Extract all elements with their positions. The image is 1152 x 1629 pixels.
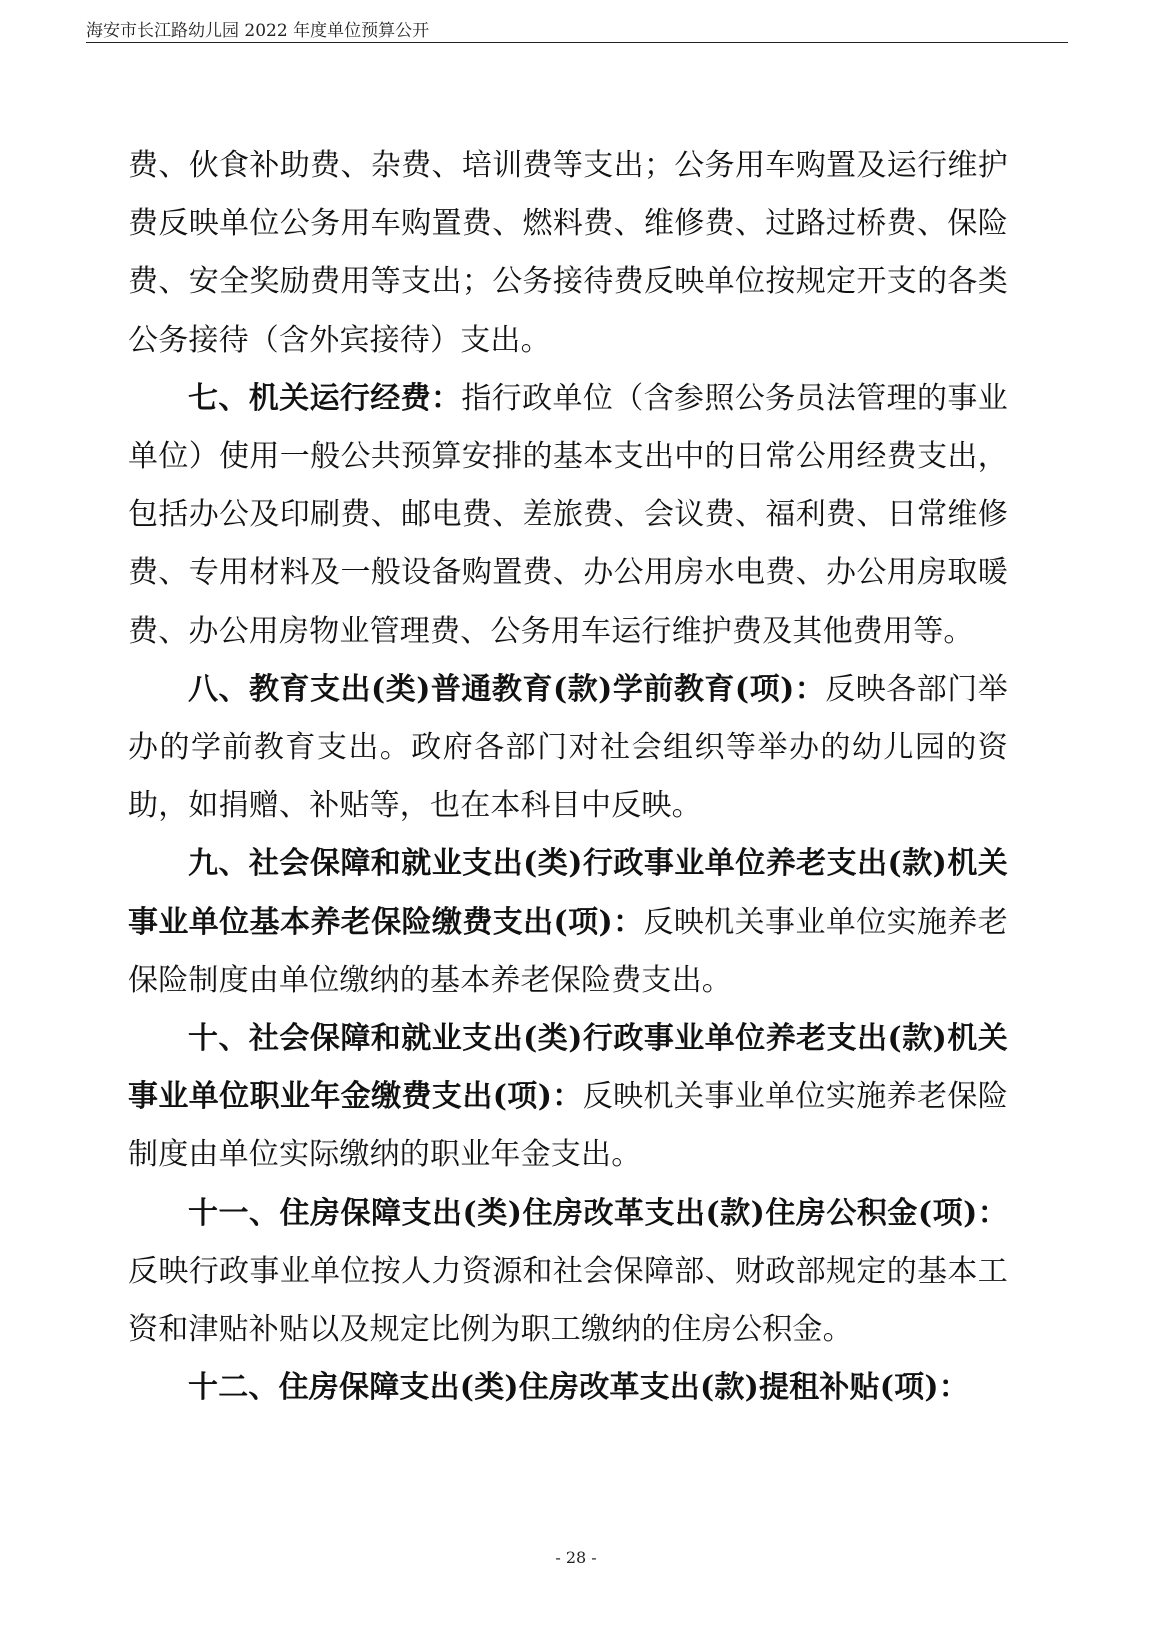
paragraph-text: 反映行政事业单位按人力资源和社会保障部、财政部规定的基本工资和津贴补贴以及规定比例为职工缴纳的住房公积金。 (128, 1253, 1008, 1348)
page-number: - 28 - (555, 1548, 597, 1567)
paragraph-heading: 八、教育支出(类)普通教育(款)学前教育(项)： (188, 671, 826, 707)
paragraph-heading: 七、机关运行经费： (188, 380, 462, 416)
paragraph-heading: 十二、住房保障支出(类)住房改革支出(款)提租补贴(项)： (188, 1370, 969, 1406)
paragraph-continued (128, 137, 1008, 370)
paragraph-item-10 (128, 1010, 1008, 1185)
paragraph-item-9 (128, 835, 1008, 1010)
page-header-title: 海安市长江路幼儿园 2022 年度单位预算公开 (86, 21, 430, 41)
paragraph-heading: 十一、住房保障支出(类)住房改革支出(款)住房公积金(项)： (188, 1195, 1008, 1231)
paragraph-item-7 (128, 370, 1008, 661)
paragraph-text: 反映机关事业单位实施养老保险制度由单位缴纳的基本养老保险费支出。 (128, 904, 1008, 998)
paragraph-text: 费、伙食补助费、杂费、培训费等支出；公务用车购置及运行维护费反映单位公务用车购置费、燃料费、维修费、过路过桥费、保险费、安全奖励费用等支出；公务接待费反映单位按规定开支的各类公务接待（含外宾接待）支出。 (128, 148, 1008, 358)
paragraph-item-8 (128, 661, 1008, 836)
paragraph-heading: 十、社会保障和就业支出(类)行政事业单位养老支出(款)机关事业单位职业年金缴费支出(项)： (128, 1021, 1008, 1115)
document-body (128, 137, 1008, 1417)
paragraph-item-11 (128, 1185, 1008, 1360)
header-divider (86, 42, 1068, 43)
paragraph-heading: 九、社会保障和就业支出(类)行政事业单位养老支出(款)机关事业单位基本养老保险缴费支出(项)： (128, 846, 1008, 940)
paragraph-item-12 (128, 1359, 1008, 1417)
paragraph-text: 指行政单位（含参照公务员法管理的事业单位）使用一般公共预算安排的基本支出中的日常公用经费支出，包括办公及印刷费、邮电费、差旅费、会议费、福利费、日常维修费、专用材料及一般设备购置费、办公用房水电费、办公用房取暖费、办公用房物业管理费、公务用车运行维护费及其他费用等。 (128, 380, 1008, 649)
paragraph-text: 反映机关事业单位实施养老保险制度由单位实际缴纳的职业年金支出。 (128, 1079, 1008, 1173)
paragraph-text: 反映各部门举办的学前教育支出。政府各部门对社会组织等举办的幼儿园的资助，如捐赠、补贴等，也在本科目中反映。 (128, 671, 1009, 824)
